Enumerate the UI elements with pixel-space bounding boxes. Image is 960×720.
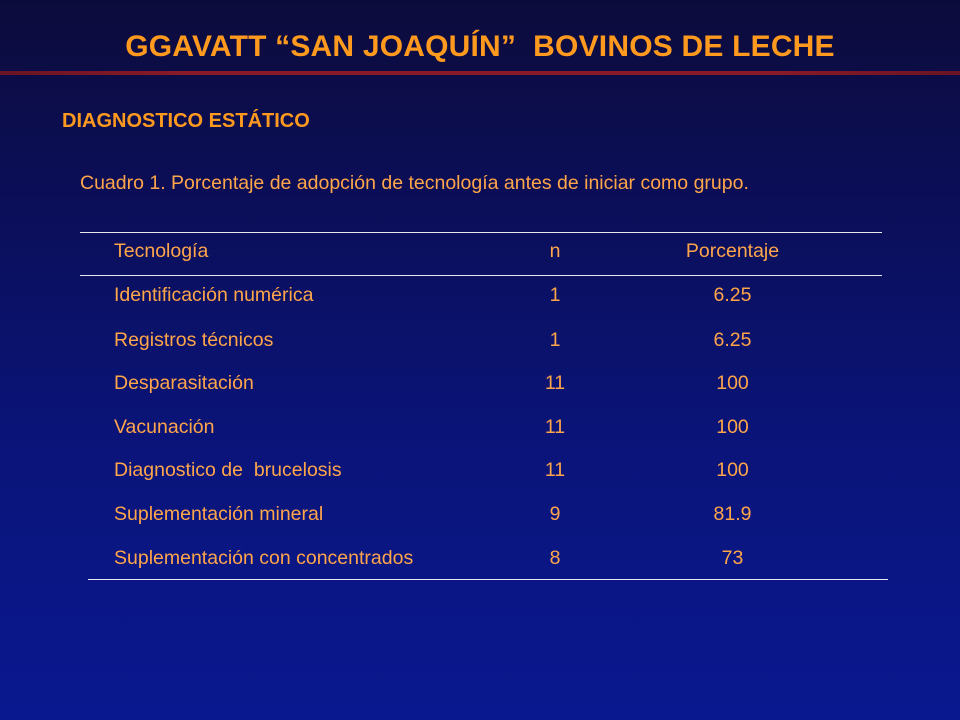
percent-cell: 6.25 (713, 329, 752, 351)
n-cell: 1 (549, 284, 561, 306)
n-cell: 11 (544, 416, 566, 438)
percent-cell: 100 (716, 459, 749, 481)
percent-cell: 100 (716, 416, 749, 438)
n-cell: 1 (549, 329, 561, 351)
table-bottom-rule (88, 579, 888, 580)
column-header-n: n (549, 240, 561, 262)
table-caption: Cuadro 1. Porcentaje de adopción de tecnología antes de iniciar como grupo. (80, 172, 749, 194)
percent-cell: 6.25 (713, 284, 752, 306)
technology-cell: Diagnostico de brucelosis (114, 459, 342, 481)
column-header-percent: Porcentaje (685, 240, 780, 262)
n-cell: 11 (544, 372, 566, 394)
technology-cell: Suplementación con concentrados (114, 547, 414, 569)
slide-title: GGAVATT “SAN JOAQUÍN” BOVINOS DE LECHE (125, 30, 835, 63)
n-cell: 8 (549, 547, 561, 569)
technology-cell: Registros técnicos (114, 329, 274, 351)
n-cell: 9 (549, 503, 561, 525)
table-header-rule (80, 275, 882, 276)
technology-cell: Identificación numérica (114, 284, 314, 306)
percent-cell: 100 (716, 372, 749, 394)
percent-cell: 73 (721, 547, 744, 569)
column-header-technology: Tecnología (114, 240, 209, 262)
section-heading: DIAGNOSTICO ESTÁTICO (62, 110, 310, 132)
technology-cell: Vacunación (114, 416, 215, 438)
technology-cell: Desparasitación (114, 372, 254, 394)
title-divider (0, 71, 960, 75)
technology-cell: Suplementación mineral (114, 503, 324, 525)
table-top-rule (80, 232, 882, 233)
n-cell: 11 (544, 459, 566, 481)
percent-cell: 81.9 (713, 503, 752, 525)
